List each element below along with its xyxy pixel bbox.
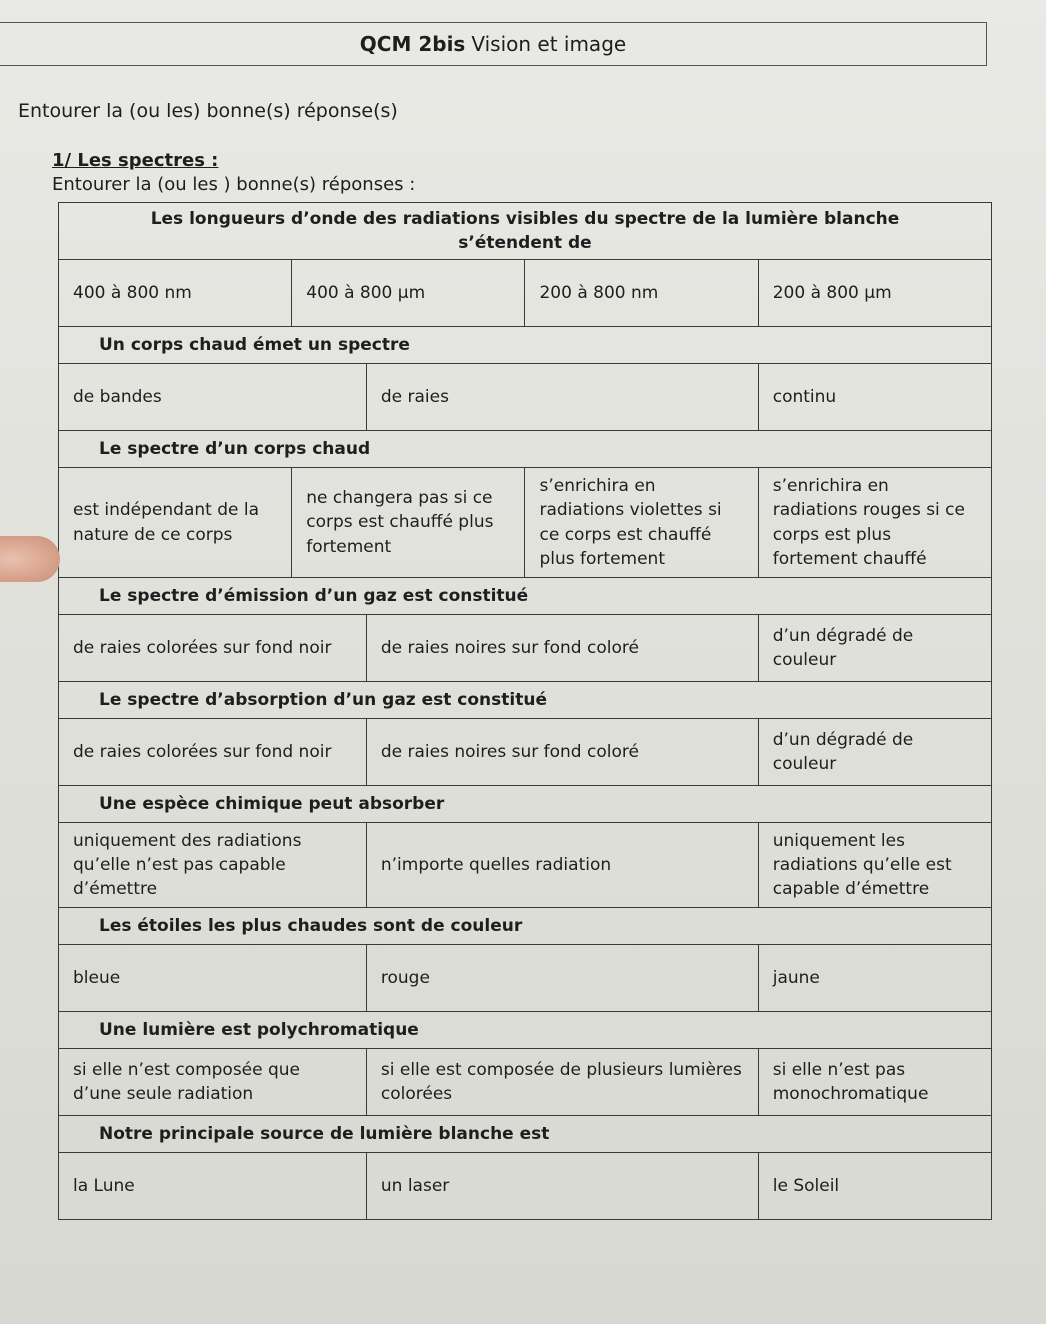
title-bold: QCM 2bis — [359, 32, 466, 56]
section-instruction: Entourer la (ou les ) bonne(s) réponses : — [52, 174, 416, 195]
answer-2a[interactable]: de bandes — [59, 364, 367, 431]
answer-1c[interactable]: 200 à 800 nm — [525, 260, 758, 327]
answer-9a[interactable]: la Lune — [59, 1153, 367, 1220]
answer-5c[interactable]: d’un dégradé de couleur — [758, 718, 991, 785]
title-rest: Vision et image — [471, 32, 627, 56]
answer-6b[interactable]: n’importe quelles radiation — [366, 822, 758, 907]
answer-7a[interactable]: bleue — [59, 945, 367, 1012]
answer-8b[interactable]: si elle est composée de plusieurs lumières colorées — [366, 1049, 758, 1116]
question-8: Une lumière est polychromatique — [59, 1012, 992, 1049]
answer-7b[interactable]: rouge — [366, 945, 758, 1012]
qcm-table — [58, 202, 992, 1220]
question-9: Notre principale source de lumière blanche est — [59, 1116, 992, 1153]
answer-8a[interactable]: si elle n’est composée que d’une seule radiation — [59, 1049, 367, 1116]
answer-8c[interactable]: si elle n’est pas monochromatique — [758, 1049, 991, 1116]
question-2: Un corps chaud émet un spectre — [59, 327, 992, 364]
answer-7c[interactable]: jaune — [758, 945, 991, 1012]
answer-4a[interactable]: de raies colorées sur fond noir — [59, 614, 367, 681]
answer-1a[interactable]: 400 à 800 nm — [59, 260, 292, 327]
question-5: Le spectre d’absorption d’un gaz est constitué — [59, 681, 992, 718]
answer-5a[interactable]: de raies colorées sur fond noir — [59, 718, 367, 785]
question-3: Le spectre d’un corps chaud — [59, 431, 992, 468]
answer-3d[interactable]: s’enrichira en radiations rouges si ce corps est plus fortement chauffé — [758, 468, 991, 578]
answer-3a[interactable]: est indépendant de la nature de ce corps — [59, 468, 292, 578]
answer-4b[interactable]: de raies noires sur fond coloré — [366, 614, 758, 681]
thumb-photo-artifact — [0, 536, 60, 582]
answer-6c[interactable]: uniquement les radiations qu’elle est capable d’émettre — [758, 822, 991, 907]
answer-2b[interactable]: de raies — [366, 364, 758, 431]
answer-1b[interactable]: 400 à 800 µm — [292, 260, 525, 327]
worksheet-title — [0, 22, 987, 66]
main-instruction: Entourer la (ou les) bonne(s) réponse(s) — [18, 100, 398, 122]
answer-3c[interactable]: s’enrichira en radiations violettes si ce corps est chauffé plus fortement — [525, 468, 758, 578]
answer-5b[interactable]: de raies noires sur fond coloré — [366, 718, 758, 785]
section-title: 1/ Les spectres : — [52, 150, 219, 171]
answer-3b[interactable]: ne changera pas si ce corps est chauffé plus fortement — [292, 468, 525, 578]
answer-1d[interactable]: 200 à 800 µm — [758, 260, 991, 327]
question-1: Les longueurs d’onde des radiations visibles du spectre de la lumière blanche s’étendent de — [59, 203, 992, 260]
answer-9c[interactable]: le Soleil — [758, 1153, 991, 1220]
answer-9b[interactable]: un laser — [366, 1153, 758, 1220]
answer-6a[interactable]: uniquement des radiations qu’elle n’est pas capable d’émettre — [59, 822, 367, 907]
answer-2c[interactable]: continu — [758, 364, 991, 431]
answer-4c[interactable]: d’un dégradé de couleur — [758, 614, 991, 681]
question-4: Le spectre d’émission d’un gaz est constitué — [59, 577, 992, 614]
question-7: Les étoiles les plus chaudes sont de couleur — [59, 908, 992, 945]
question-6: Une espèce chimique peut absorber — [59, 785, 992, 822]
